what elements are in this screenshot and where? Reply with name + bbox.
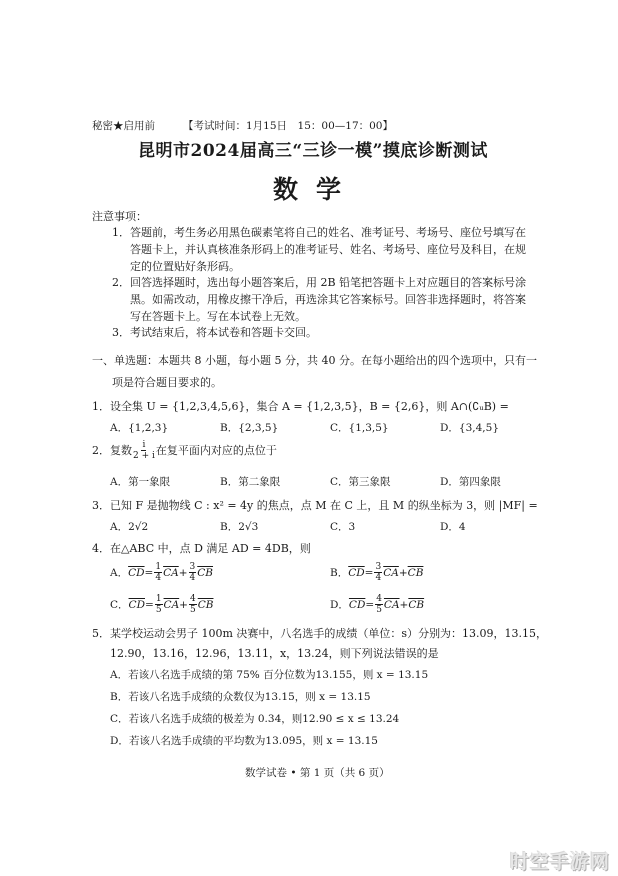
question-5 [92, 625, 547, 642]
equals-sign: = [145, 598, 154, 611]
fraction-denominator: 2 + i [133, 451, 155, 461]
fraction-denominator: 4 [375, 573, 382, 583]
notice-line: 1．答题前，考生务必用黑色碳素笔将自己的姓名、准考证号、考场号、座位号填写在 [112, 226, 526, 239]
option-label: A． [110, 567, 129, 579]
vector-term: $\overline{CA}$ [163, 598, 180, 611]
question-3 [92, 497, 538, 514]
vector-lhs: $\overline{CD}$ [128, 566, 145, 579]
watermark-logo: 时空手游网 [510, 851, 611, 873]
notice-line: 答题卡上，并认真核准条形码上的准考证号、姓名、考场号、座位号及科目，在规 [130, 243, 526, 256]
question-number: 4． [92, 542, 110, 555]
fraction-denominator: 5 [189, 605, 196, 615]
equals-sign: = [144, 566, 154, 579]
q5-option-d: D．若该八名选手成绩的平均数为13.095，则 x = 13.15 [110, 735, 378, 747]
q2-option-d: D．第四象限 [440, 476, 501, 488]
secret-label: 秘密★启用前 [92, 120, 155, 132]
fraction-numerator: 3 [189, 562, 196, 572]
equals-sign: = [364, 566, 374, 579]
plus-sign: + [398, 566, 408, 579]
fraction-denominator: 5 [376, 605, 382, 615]
coefficient-fraction [189, 562, 197, 583]
option-label: B． [330, 567, 349, 579]
notice-heading: 注意事项： [92, 210, 147, 223]
q4-option-a [110, 562, 213, 583]
question-1 [92, 398, 509, 415]
q2-option-b: B．第二象限 [220, 476, 281, 488]
equals-sign: = [365, 598, 375, 611]
q3-option-a: A．2√2 [110, 521, 149, 533]
q1-option-a: A．{1,2,3} [110, 422, 169, 434]
vector-term: $\overline{CB}$ [197, 598, 214, 611]
q2-option-c: C．第三象限 [330, 476, 391, 488]
vector-term: $\overline{CB}$ [408, 598, 425, 611]
question-text: 设全集 U = {1,2,3,4,5,6}，集合 A = {1,2,3,5}，B = {2,6}，则 A∩(∁ᵤB) = [110, 400, 509, 413]
question-text: 已知 F 是抛物线 C : x² = 4y 的焦点，点 M 在 C 上，且 M 的纵坐标为 3，则 |MF| = [110, 499, 538, 512]
fraction-denominator: 4 [189, 573, 196, 583]
notice-line: 2．回答选择题时，选出每小题答案后，用 2B 铅笔把答题卡上对应题目的答案标号涂 [112, 276, 527, 289]
question-text: 复数 [110, 444, 132, 457]
page-footer: 数学试卷 • 第 1 页（共 6 页） [245, 767, 390, 779]
q1-option-d: D．{3,4,5} [440, 422, 499, 434]
question-4 [92, 540, 311, 557]
question-text: 某学校运动会男子 100m 决赛中，八名选手的成绩（单位：s）分别为：13.09，13.15， [110, 627, 548, 640]
question-number: 1． [92, 400, 110, 413]
vector-term: $\overline{CA}$ [163, 566, 179, 579]
notice-line: 定的位置贴好条形码。 [130, 260, 240, 273]
option-label: C． [110, 599, 129, 611]
section-heading-cont: 项是符合题目要求的。 [112, 376, 222, 389]
fraction-numerator: 1 [155, 562, 162, 572]
q1-option-c: C．{1,3,5} [330, 422, 389, 434]
vector-lhs: $\overline{CD}$ [128, 598, 145, 611]
q3-option-d: D．4 [440, 521, 466, 533]
q2-option-a: A．第一象限 [110, 476, 171, 488]
q3-option-c: C．3 [330, 521, 356, 533]
notice-line: 黑。如需改动，用橡皮擦干净后，再选涂其它答案标号。回答非选择题时，将答案 [130, 293, 526, 306]
plus-sign: + [399, 598, 409, 611]
q4-option-c [110, 594, 213, 615]
question-number: 3． [92, 499, 110, 512]
q3-option-b: B．2√3 [220, 521, 259, 533]
page-title: 昆明市2024届高三“三诊一模”摸底诊断测试 [138, 141, 488, 161]
vector-term: $\overline{CA}$ [383, 566, 399, 579]
coefficient-fraction [155, 594, 163, 615]
fraction-numerator: 4 [189, 594, 196, 604]
vector-lhs: $\overline{CD}$ [348, 598, 366, 611]
fraction-numerator: 1 [155, 594, 162, 604]
vector-term: $\overline{CA}$ [383, 598, 400, 611]
notice-line: 写在答题卡上。写在本试卷上无效。 [130, 310, 306, 323]
q5-option-b: B．若该八名选手成绩的众数仅为13.15，则 x = 13.15 [110, 691, 371, 703]
q4-option-d [330, 594, 424, 615]
coefficient-fraction [375, 594, 383, 615]
q5-option-a: A．若该八名选手成绩的第 75% 百分位数为13.155，则 x = 13.15 [110, 669, 429, 681]
option-label: D． [330, 599, 349, 611]
complex-fraction [133, 440, 155, 461]
fraction-numerator: 4 [376, 594, 382, 604]
question-2 [92, 440, 277, 461]
fraction-denominator: 4 [155, 573, 162, 583]
fraction-numerator: i [142, 440, 146, 450]
exam-time: 【考试时间：1月15日 15：00—17：00】 [183, 120, 393, 132]
question-number: 5． [92, 627, 110, 640]
subject-title: 数学 [273, 175, 360, 204]
q1-option-b: B．{2,3,5} [220, 422, 279, 434]
question-number: 2． [92, 444, 110, 457]
q5-option-c: C．若该八名选手成绩的极差为 0.34，则12.90 ≤ x ≤ 13.24 [110, 713, 400, 725]
plus-sign: + [178, 566, 188, 579]
vector-lhs: $\overline{CD}$ [348, 566, 365, 579]
coefficient-fraction [154, 562, 162, 583]
fraction-numerator: 3 [375, 562, 382, 572]
question-text-tail: 在复平面内对应的点位于 [155, 444, 277, 457]
question-5-cont: 12.90，13.16，12.96，13.11，x，13.24，则下列说法错误的是 [110, 647, 439, 660]
q4-option-b [330, 562, 423, 583]
question-text: 在△ABC 中，点 D 满足 AD = 4DB，则 [110, 542, 311, 555]
coefficient-fraction [189, 594, 197, 615]
vector-term: $\overline{CB}$ [407, 566, 424, 579]
notice-line: 3．考试结束后，将本试卷和答题卡交回。 [112, 326, 317, 339]
fraction-denominator: 5 [155, 605, 162, 615]
vector-term: $\overline{CB}$ [197, 566, 214, 579]
section-heading: 一、单选题：本题共 8 小题，每小题 5 分，共 40 分。在每小题给出的四个选项中，只有一 [92, 354, 537, 367]
plus-sign: + [179, 598, 188, 611]
coefficient-fraction [374, 562, 382, 583]
